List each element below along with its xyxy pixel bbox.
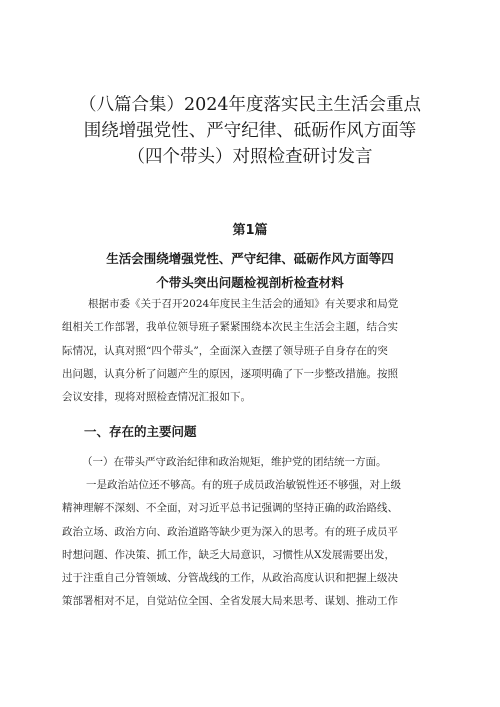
paragraph-line: 会议安排，现将对照检查情况汇报如下。 [62,391,251,404]
paragraph-line: 精神理解不深刻、不全面，对习近平总书记强调的坚持正确的政治路线、 [62,502,398,515]
body-paragraph [62,474,422,614]
heading-existing-problems: 一、存在的主要问题 [84,424,197,439]
paragraph-line: 根据市委《关于召开2024年度民主生活会的通知》有关要求和局党 [88,298,399,310]
intro-paragraph [62,293,422,409]
section-title [60,247,440,295]
paragraph-line: 时想问题、作决策、抓工作，缺乏大局意识，习惯性从X发展需要出发， [62,548,395,561]
section-title-line: 生活会围绕增强党性、严守纪律、砥砺作风方面等四 [106,251,394,266]
document-title-line: （四个带头）对照检查研讨发言 [127,147,373,167]
paragraph-line: （一）在带头严守政治纪律和政治规矩，维护党的团结统一方面。 [82,456,387,468]
paragraph-line: 过于注重自己分管领域、分管战线的工作，从政治高度认识和把握上级决 [62,572,398,585]
section-number: 第1篇 [232,223,268,238]
subheading-paragraph [84,451,422,474]
paragraph-line: 一是政治站位还不够高。有的班子成员政治敏锐性还不够强，对上级 [86,479,401,491]
paragraph-line: 组相关工作部署，我单位领导班子紧紧围绕本次民主生活会主题，结合实 [62,321,398,334]
document-title [56,92,444,170]
paragraph-line: 政治立场、政治方向、政治道路等缺少更为深入的思考。有的班子成员平 [62,525,398,538]
document-title-line: （八篇合集）2024年度落实民主生活会重点 [78,95,422,115]
paragraph-line: 出问题，认真分析了问题产生的原因，逐项明确了下一步整改措施。按照 [62,367,398,380]
paragraph-line: 际情况，认真对照“四个带头”，全面深入查摆了领导班子自身存在的突 [62,344,388,357]
document-title-line: 围绕增强党性、严守纪律、砥砺作风方面等 [83,121,417,141]
paragraph-line: 策部署相对不足，自觉站位全国、全省发展大局来思考、谋划、推动工作 [62,595,398,608]
section-title-line: 个带头突出问题检视剖析检查材料 [156,275,344,290]
